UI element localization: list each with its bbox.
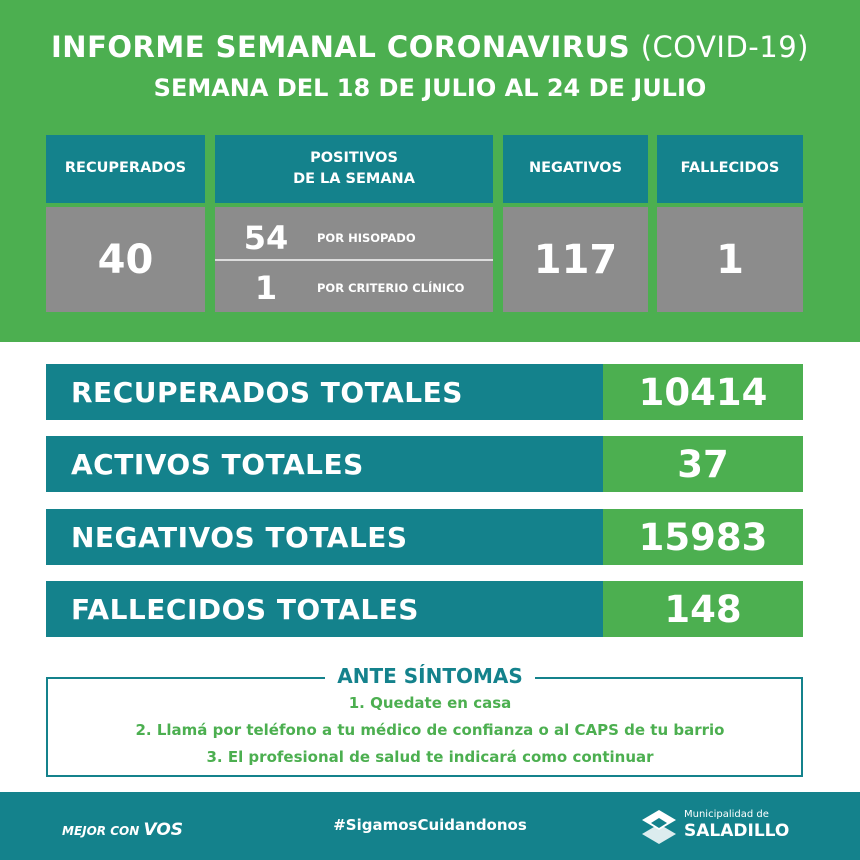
total-row-fallecidos bbox=[46, 581, 803, 637]
title-text: INFORME SEMANAL CORONAVIRUS bbox=[51, 30, 631, 64]
negativos-header: NEGATIVOS bbox=[503, 135, 648, 203]
logo-big-text: SALADILLO bbox=[684, 821, 790, 841]
slogan-big: VOS bbox=[143, 820, 184, 840]
symptoms-title bbox=[0, 664, 860, 688]
logo-small-text: Municipalidad de bbox=[684, 809, 769, 820]
total-label: NEGATIVOS TOTALES bbox=[46, 509, 603, 565]
fallecidos-header: FALLECIDOS bbox=[657, 135, 803, 203]
fallecidos-value: 1 bbox=[657, 207, 803, 312]
positivos-body bbox=[215, 207, 493, 312]
clinico-value: 1 bbox=[254, 269, 278, 307]
positivos-divider bbox=[215, 259, 493, 261]
hashtag: #SigamosCuidandonos bbox=[333, 816, 527, 834]
total-label: RECUPERADOS TOTALES bbox=[46, 364, 603, 420]
clinico-row bbox=[215, 263, 493, 313]
page-title bbox=[0, 30, 860, 64]
total-row-negativos bbox=[46, 509, 803, 565]
symptoms-title-text: ANTE SÍNTOMAS bbox=[325, 664, 535, 688]
hisopado-row bbox=[215, 213, 493, 263]
total-row-recuperados bbox=[46, 364, 803, 420]
negativos-value: 117 bbox=[503, 207, 648, 312]
total-label: ACTIVOS TOTALES bbox=[46, 436, 603, 492]
symptom-line-1: 1. Quedate en casa bbox=[348, 694, 512, 712]
positivos-header bbox=[215, 135, 493, 203]
week-subtitle: SEMANA DEL 18 DE JULIO AL 24 DE JULIO bbox=[153, 74, 707, 102]
total-value: 37 bbox=[603, 436, 803, 492]
clinico-label: POR CRITERIO CLÍNICO bbox=[317, 281, 465, 295]
municipality-logo bbox=[640, 806, 810, 848]
symptom-line-2: 2. Llamá por teléfono a tu médico de confianza o al CAPS de tu barrio bbox=[135, 721, 725, 739]
total-row-activos bbox=[46, 436, 803, 492]
total-label: FALLECIDOS TOTALES bbox=[46, 581, 603, 637]
symptom-line-3: 3. El profesional de salud te indicará como continuar bbox=[206, 748, 654, 766]
hisopado-value: 54 bbox=[243, 219, 289, 257]
header-banner bbox=[0, 0, 860, 342]
positivos-label-line1: POSITIVOS bbox=[310, 149, 398, 166]
slogan-small: MEJOR CON bbox=[62, 824, 140, 838]
positivos-label-line2: DE LA SEMANA bbox=[293, 171, 415, 187]
footer bbox=[0, 792, 860, 860]
saladillo-logo-icon bbox=[640, 808, 678, 846]
title-suffix: (COVID-19) bbox=[640, 30, 809, 64]
total-value: 10414 bbox=[603, 364, 803, 420]
recuperados-header: RECUPERADOS bbox=[46, 135, 205, 203]
hisopado-label: POR HISOPADO bbox=[317, 231, 416, 245]
total-value: 148 bbox=[603, 581, 803, 637]
recuperados-value: 40 bbox=[46, 207, 205, 312]
total-value: 15983 bbox=[603, 509, 803, 565]
